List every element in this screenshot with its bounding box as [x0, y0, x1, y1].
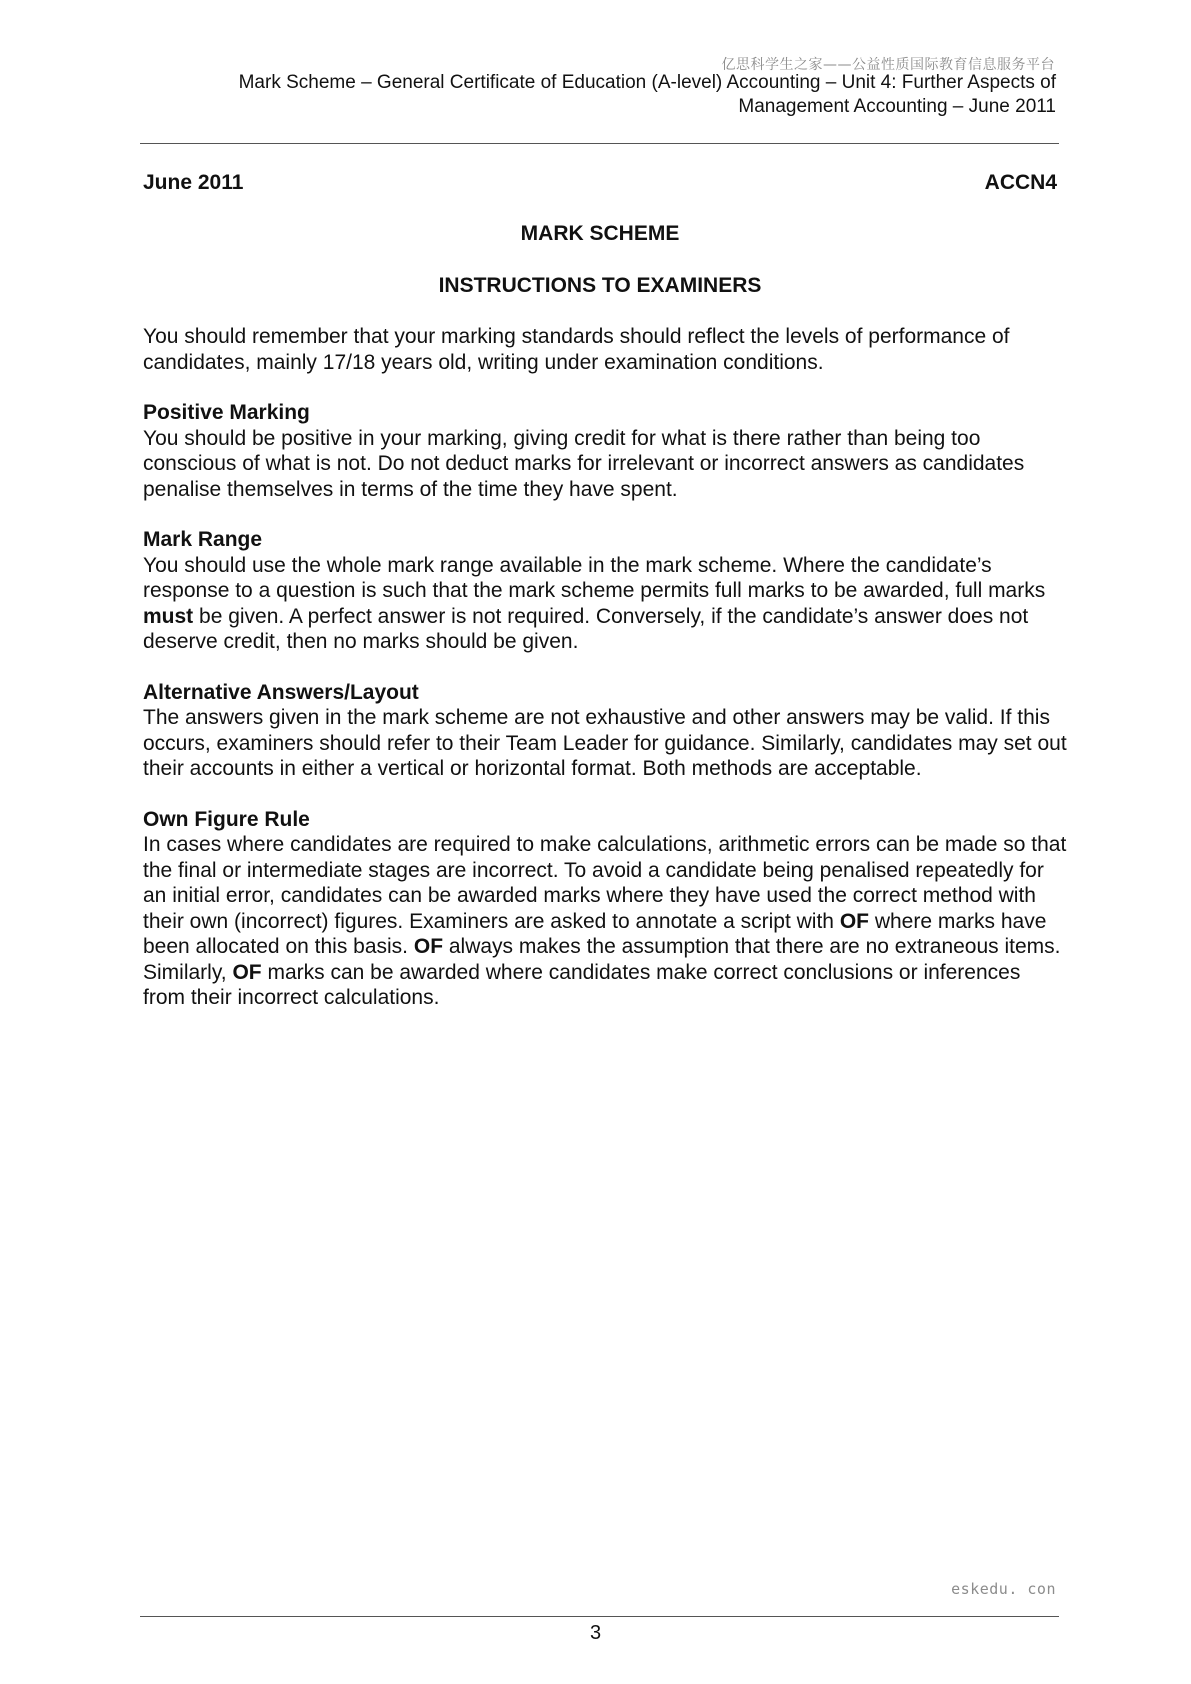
section-heading: Mark Range — [143, 528, 263, 551]
intro-paragraph: You should remember that your marking standards should reflect the levels of performance of candidates, mainly 17/18 years old, writing under examination conditions. — [143, 325, 1010, 374]
header-watermark: 亿思科学生之家——公益性质国际教育信息服务平台 — [721, 57, 1055, 73]
running-header — [140, 71, 1056, 119]
section-heading: Own Figure Rule — [143, 807, 310, 831]
section-paragraph — [143, 832, 1068, 1011]
text-run: be given. A perfect answer is not required. Conversely, if the candidate’s answer does not deserve credit, then no marks should be given. — [143, 604, 1029, 653]
section-positive-marking — [143, 400, 1068, 502]
footer-watermark: eskedu. con — [951, 1580, 1056, 1598]
mark-scheme-title: MARK SCHEME — [520, 222, 680, 245]
page-number: 3 — [589, 1622, 602, 1644]
instructions-title: INSTRUCTIONS TO EXAMINERS — [438, 274, 762, 297]
emphasis-of: OF — [839, 909, 869, 933]
emphasis-of: OF — [413, 935, 444, 958]
section-alternative-answers — [143, 680, 1068, 782]
session-row — [143, 171, 1057, 195]
section-heading: Positive Marking — [143, 401, 310, 424]
section-heading: Alternative Answers/Layout — [143, 680, 419, 704]
text-run: where marks have been allocated on this basis. — [143, 909, 1047, 958]
text-run: always makes the assumption that there are no extraneous items. Similarly, — [143, 935, 1061, 984]
running-header-line-2: Management Accounting – June 2011 — [738, 96, 1056, 117]
text-run: In cases where candidates are required to make calculations, arithmetic errors can be made so that the final or intermediate stages are incorrect. To avoid a candidate being penalised repeatedly for an initial error, candidates can be awarded marks where they have used the correct method with their own (incorrect) figures. Examiners are asked to annotate a script with — [143, 833, 1067, 933]
section-own-figure-rule — [143, 807, 1068, 1011]
text-run: marks can be awarded where candidates make correct conclusions or inferences from their incorrect calculations. — [143, 960, 1021, 1009]
emphasis-of: OF — [232, 960, 262, 984]
section-paragraph — [143, 553, 1068, 655]
body-text — [143, 324, 1068, 1036]
emphasis-must: must — [143, 604, 194, 628]
section-mark-range — [143, 527, 1068, 655]
section-paragraph: The answers given in the mark scheme are not exhaustive and other answers may be valid. If this occurs, examiners should refer to their Team Leader for guidance. Similarly, candidates may set out their accounts in either a vertical or horizontal format. Both methods are acceptable. — [143, 706, 1067, 780]
running-header-line-1: Mark Scheme – General Certificate of Education (A-level) Accounting – Unit 4: Further Aspects of — [238, 72, 1056, 93]
header-divider — [140, 143, 1059, 144]
paper-code: ACCN4 — [984, 171, 1057, 194]
section-paragraph: You should be positive in your marking, giving credit for what is there rather than being too conscious of what is not. Do not deduct marks for irrelevant or incorrect answers as candidates penalise themselves in terms of the time they have spent. — [143, 426, 1025, 501]
footer-divider — [140, 1616, 1059, 1617]
text-run: You should use the whole mark range available in the mark scheme. Where the candidate’s response to a question is such that the mark scheme permits full marks to be awarded, full marks — [143, 553, 1046, 602]
session-date: June 2011 — [143, 171, 244, 194]
